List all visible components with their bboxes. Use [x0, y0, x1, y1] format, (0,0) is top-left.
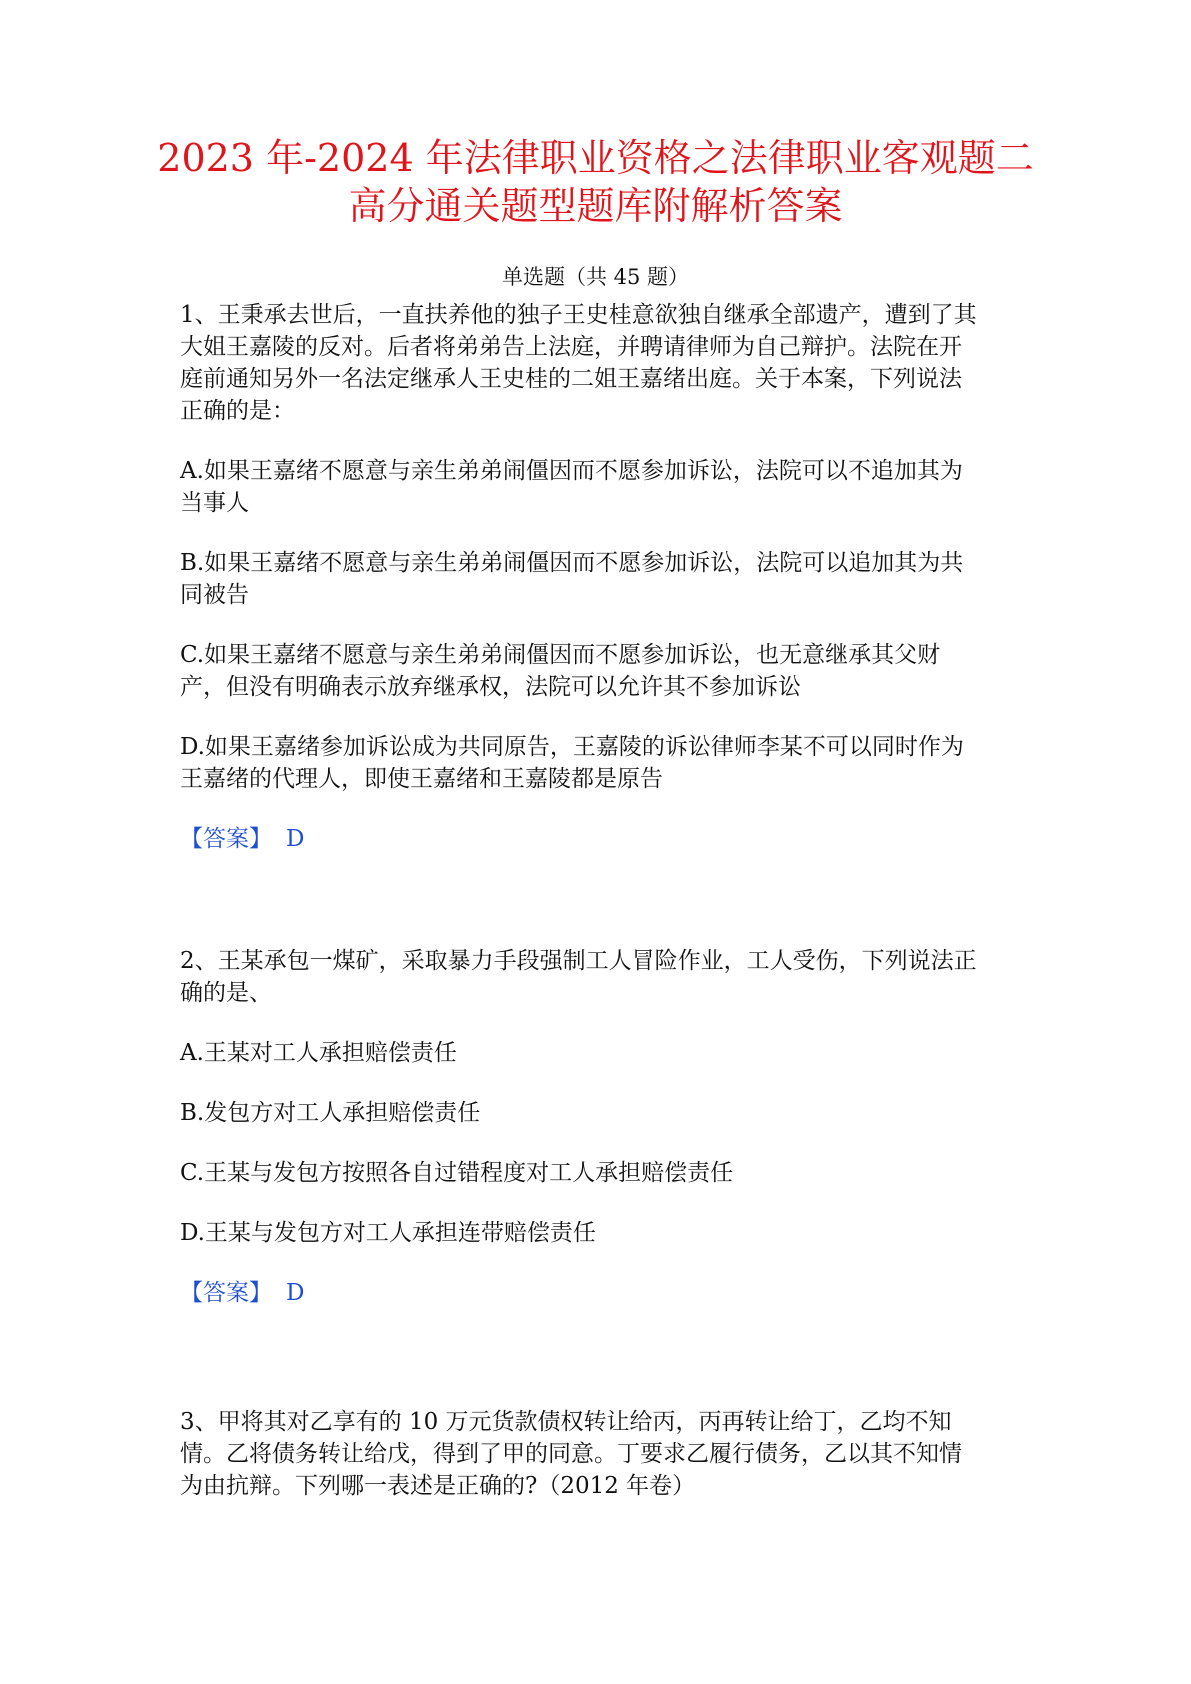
- question-1-option-b-line-2: 同被告: [180, 582, 249, 608]
- question-3-stem-line-3: 为由抗辩。下列哪一表述是正确的?（2012 年卷）: [180, 1473, 696, 1499]
- question-1-option-a-line-2: 当事人: [180, 490, 249, 516]
- question-2-option-c: C.王某与发包方按照各自过错程度对工人承担赔偿责任: [180, 1160, 734, 1186]
- question-2-stem-line-1: 2、王某承包一煤矿，采取暴力手段强制工人冒险作业，工人受伤，下列说法正: [180, 948, 977, 974]
- answer-label: 【答案】: [180, 1280, 272, 1306]
- question-2-option-b: B.发包方对工人承担赔偿责任: [180, 1100, 481, 1126]
- question-1-stem-line-2: 大姐王嘉陵的反对。后者将弟弟告上法庭，并聘请律师为自己辩护。法院在开: [180, 334, 962, 360]
- question-3-stem-line-2: 情。乙将债务转让给戊，得到了甲的同意。丁要求乙履行债务，乙以其不知情: [180, 1441, 962, 1467]
- question-2-answer: [180, 1277, 1030, 1309]
- question-1-option-d-line-2: 王嘉绪的代理人，即使王嘉绪和王嘉陵都是原告: [180, 766, 663, 792]
- question-1-stem-line-4: 正确的是：: [180, 398, 295, 424]
- question-1-option-c-line-1: C.如果王嘉绪不愿意与亲生弟弟闹僵因而不愿参加诉讼，也无意继承其父财: [180, 642, 941, 668]
- document-title-line-1: 2023 年-2024 年法律职业资格之法律职业客观题二: [157, 136, 1034, 180]
- section-heading: 单选题（共 45 题）: [501, 265, 690, 289]
- question-3-stem-line-1: 3、甲将其对乙享有的 10 万元货款债权转让给丙，丙再转让给丁，乙均不知: [180, 1409, 952, 1435]
- question-2-option-d: D.王某与发包方对工人承担连带赔偿责任: [180, 1220, 596, 1246]
- question-1-option-d-line-1: D.如果王嘉绪参加诉讼成为共同原告，王嘉陵的诉讼律师李某不可以同时作为: [180, 734, 964, 760]
- answer-value: D: [286, 1280, 305, 1306]
- document-title-line-2: 高分通关题型题库附解析答案: [348, 184, 843, 228]
- question-1-option-c-line-2: 产，但没有明确表示放弃继承权，法院可以允许其不参加诉讼: [180, 674, 801, 700]
- question-1-stem-line-1: 1、王秉承去世后，一直扶养他的独子王史桂意欲独自继承全部遗产，遭到了其: [180, 302, 977, 328]
- answer-label: 【答案】: [180, 826, 272, 852]
- question-1-option-a-line-1: A.如果王嘉绪不愿意与亲生弟弟闹僵因而不愿参加诉讼，法院可以不追加其为: [180, 458, 963, 484]
- answer-value: D: [286, 826, 305, 852]
- question-2-option-a: A.王某对工人承担赔偿责任: [180, 1040, 457, 1066]
- question-1-option-b-line-1: B.如果王嘉绪不愿意与亲生弟弟闹僵因而不愿参加诉讼，法院可以追加其为共: [180, 550, 964, 576]
- question-2-stem-line-2: 确的是、: [180, 980, 272, 1006]
- question-1-stem-line-3: 庭前通知另外一名法定继承人王史桂的二姐王嘉绪出庭。关于本案，下列说法: [180, 366, 962, 392]
- question-1-answer: [180, 823, 1030, 855]
